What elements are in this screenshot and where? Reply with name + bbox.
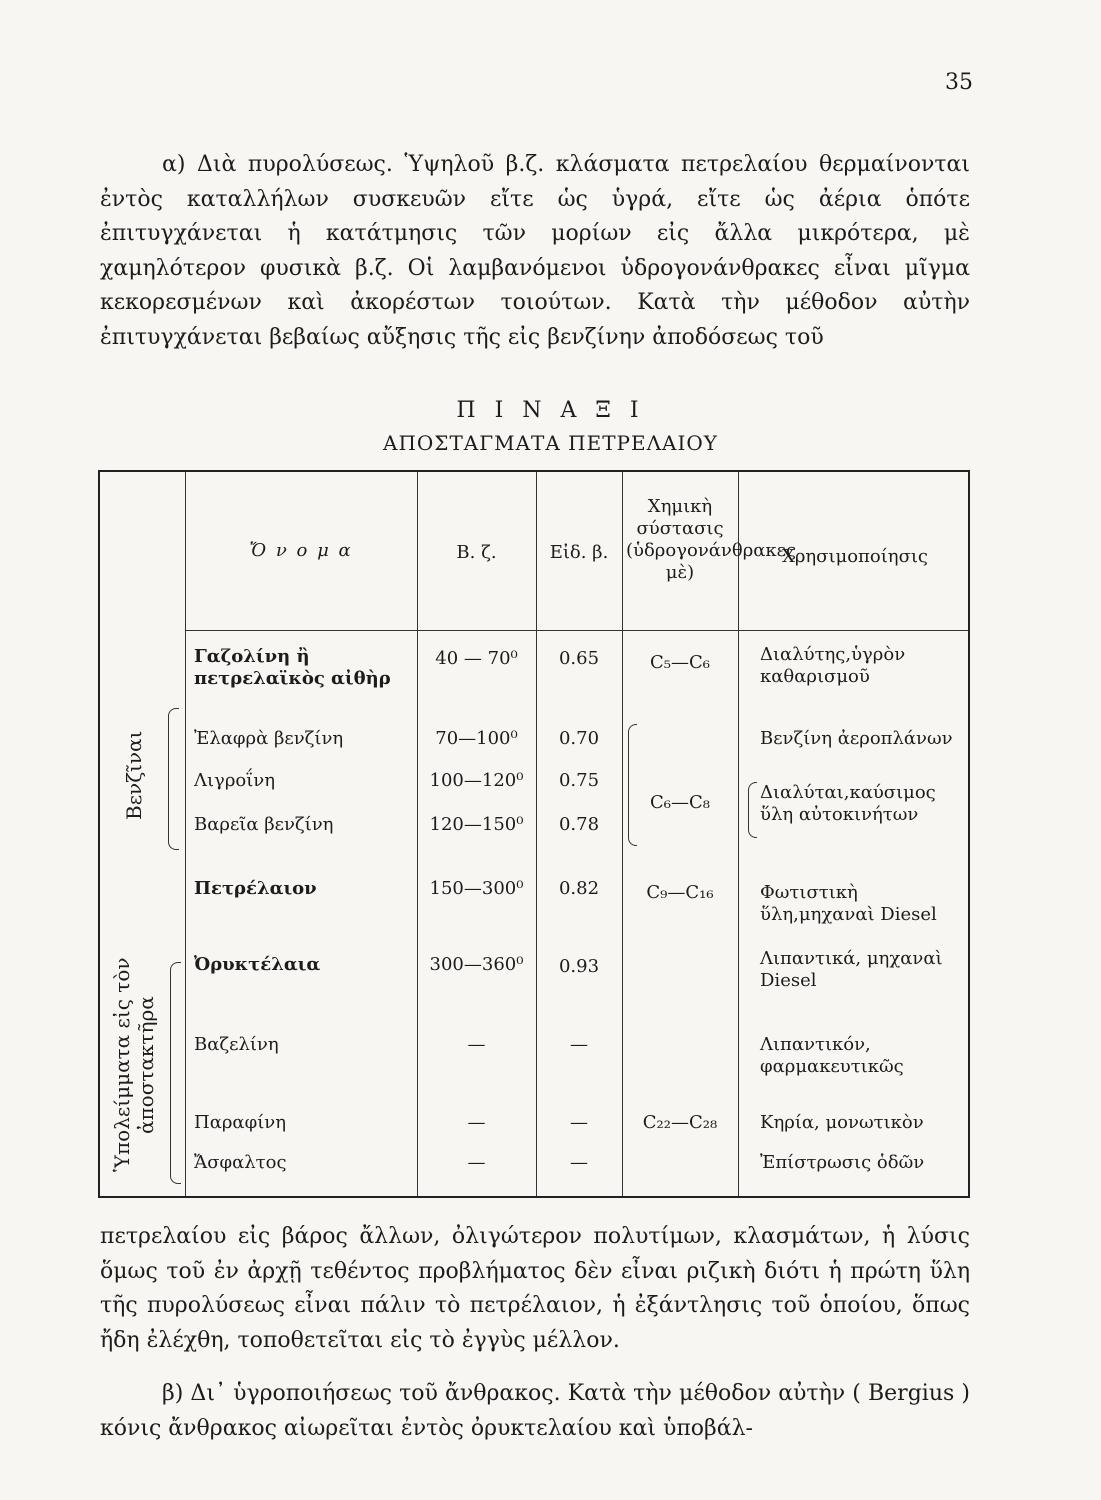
row-asphalt-sg: — — [570, 1152, 588, 1173]
row-vaseline-use: Λιπαντικόν, φαρμακευτικῶς — [760, 1034, 904, 1077]
paragraph-pyrolysis: α) Διὰ πυρολύσεως. Ὑψηλοῦ β.ζ. κλάσματα πετρελαίου θερμαίνονται ἐντὸς καταλλήλων συσκευῶν εἴτε ὡς ὑγρά, εἴτε ὡς ἀέρια ὁπότε ἐπιτυγχάνεται ἡ κατάτμησις τῶν μορίων εἰς ἄλλα μικρότερα, μὲ χαμηλότερον φυσικὰ β.ζ. Οἱ λαμβανόμενοι ὑδρογονάνθρακες εἶναι μῖγμα κεκορεσμένων καὶ ἀκορέστων τοιούτων. Κατὰ τὴν μέθοδον αὐτὴν ἐπιτυγχάνεται βεβαίως αὔξησις τῆς εἰς βενζίνην ἀποδόσεως τοῦ — [100, 152, 970, 350]
row-gasoline-use: Διαλύτης,ὑγρὸν καθαρισμοῦ — [760, 644, 906, 687]
row-paraffin-comp: C₂₂—C₂₈ — [642, 1112, 718, 1133]
col-divider — [738, 472, 739, 1196]
row-mineral-oils-bp: 300—360⁰ — [429, 954, 524, 975]
row-ligroin-name: Λιγροΐνη — [194, 770, 276, 791]
row-mineral-oils-name: Ὀρυκτέλαια — [194, 954, 321, 975]
row-petroleum-sg: 0.82 — [558, 878, 600, 899]
row-petroleum-use: Φωτιστικὴ ὕλη,μηχαναὶ Diesel — [760, 882, 937, 925]
row-asphalt-bp: — — [467, 1152, 486, 1173]
paragraph-hydrogenation: β) Δι᾽ ὑγροποιήσεως τοῦ ἄνθρακος. Κατὰ τὴν μέθοδον αὐτὴν ( Bergius ) κόνις ἄνθρακος αἰωρεῖται ἐντὸς ὀρυκτελαίου καὶ ὑποβάλ- — [100, 1381, 970, 1441]
group-bracket-residues — [170, 962, 181, 1184]
row-heavy-bp: 120—150⁰ — [429, 814, 524, 835]
row-mineral-oils-sg: 0.93 — [558, 956, 600, 977]
group-label-residues — [110, 942, 160, 1188]
header-specific-gravity: Εἰδ. β. — [549, 542, 609, 563]
header-composition: Χημικὴ σύστασις (ὑδρογονάνθρακες μὲ) — [626, 496, 797, 583]
row-paraffin-use: Κηρία, μονωτικὸν — [760, 1112, 924, 1133]
row-petroleum-bp: 150—300⁰ — [429, 878, 524, 899]
group-bracket-benzines — [168, 708, 179, 850]
row-light-bp: 70—100⁰ — [435, 728, 518, 749]
header-divider — [185, 630, 968, 631]
row-vaseline-name: Βαζελίνη — [194, 1034, 279, 1055]
row-light-use: Βενζίνη ἀεροπλάνων — [760, 728, 953, 749]
row-vaseline-bp: — — [467, 1034, 486, 1055]
row-gasoline-name: Γαζολίνη ἢ πετρελαϊκὸς αἰθὴρ — [194, 646, 391, 689]
table-title: Π Ι Ν Α Ξ Ι — [456, 398, 645, 423]
row-paraffin-bp: — — [467, 1112, 486, 1133]
benzines-comp: C₆—C₈ — [650, 792, 710, 813]
row-gasoline-sg: 0.65 — [558, 648, 600, 669]
table-subtitle: ΑΠΟΣΤΑΓΜΑΤΑ ΠΕΤΡΕΛΑΙΟΥ — [383, 431, 718, 455]
row-light-sg: 0.70 — [558, 728, 600, 749]
row-heavy-name: Βαρεῖα βενζίνη — [194, 814, 334, 835]
group-label-residues-line1: Ὑπολείμματα εἰς — [110, 999, 134, 1173]
col-divider — [622, 472, 623, 1196]
row-light-name: Ἐλαφρὰ βενζίνη — [194, 728, 344, 749]
row-gasoline-comp: C₅—C₆ — [650, 652, 710, 673]
col-divider — [185, 472, 186, 1196]
bracket-benzine-comp — [628, 724, 637, 846]
row-asphalt-use: Ἐπίστρωσις ὁδῶν — [760, 1152, 925, 1173]
row-ligroin-sg: 0.75 — [558, 770, 600, 791]
row-paraffin-name: Παραφίνη — [194, 1112, 286, 1133]
row-petroleum-name: Πετρέλαιον — [194, 878, 317, 899]
header-uses: Χρησιμοποίησις — [782, 546, 928, 567]
row-vaseline-sg: — — [570, 1034, 588, 1055]
bracket-benzine-use — [748, 782, 757, 838]
header-name: Ὄ ν ο μ α — [249, 540, 353, 561]
row-gasoline-bp: 40 — 70⁰ — [435, 648, 518, 669]
row-heavy-sg: 0.78 — [558, 814, 600, 835]
paragraph-continuation: πετρελαίου εἰς βάρος ἄλλων, ὀλιγώτερον πολυτίμων, κλασμάτων, ἡ λύσις ὅμως τοῦ ἐν ἀρχῇ τεθέντος προβλήματος δὲν εἶναι ριζικὴ διότι ἡ πρώτη ὕλη τῆς πυρολύσεως εἶναι πάλιν τὸ πετρέλαιον, ἡ ἐξάντλησις τοῦ ὁποίου, ὅπως ἤδη ἐλέχθη, τοποθετεῖται εἰς τὸ ἐγγὺς μέλλον. — [100, 1224, 970, 1353]
benzines-use: Διαλύται,καύσιμος ὕλη αὐτοκινήτων — [760, 782, 936, 825]
row-petroleum-comp: C₉—C₁₆ — [646, 882, 714, 903]
row-paraffin-sg: — — [570, 1112, 588, 1133]
header-boiling-point: Β. ζ. — [456, 542, 497, 563]
petroleum-distillates-table — [98, 470, 970, 1198]
group-label-benzines: Βενζῖναι — [122, 730, 146, 820]
page-number: 35 — [945, 70, 973, 95]
group-label-residues-line2: τὸν ἀποστακτῆρα — [110, 957, 158, 1134]
row-ligroin-bp: 100—120⁰ — [429, 770, 524, 791]
row-asphalt-name: Ἄσφαλτος — [194, 1152, 287, 1173]
row-mineral-oils-use: Λιπαντικά, μηχαναὶ Diesel — [760, 948, 943, 991]
